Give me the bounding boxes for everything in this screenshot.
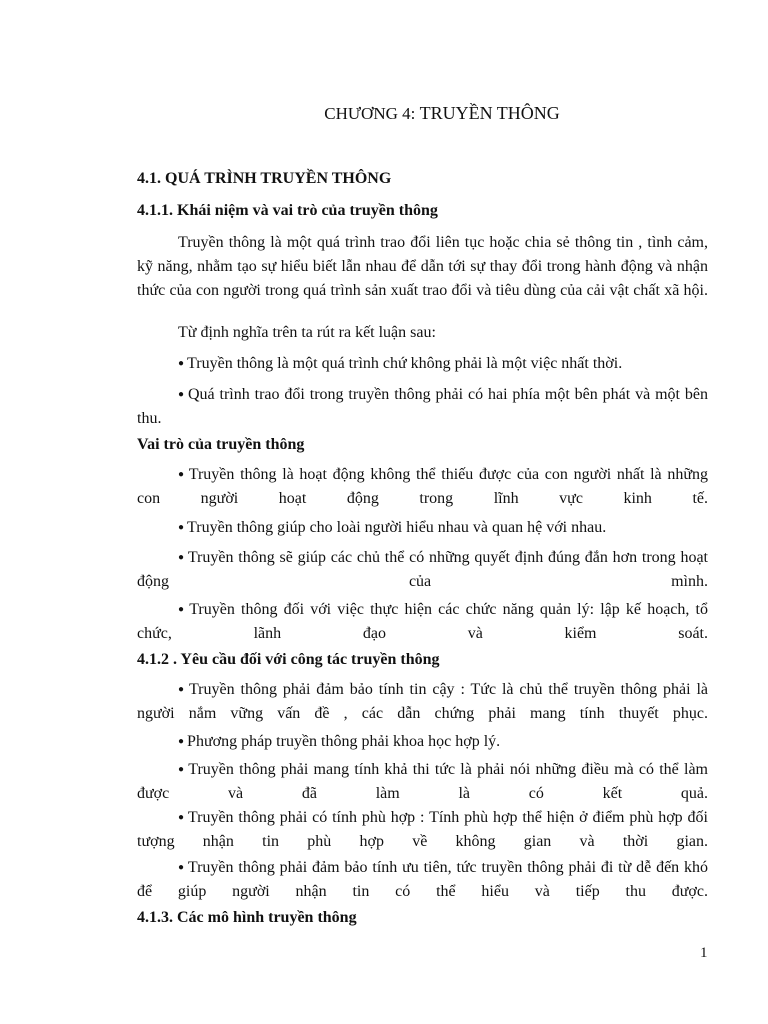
page-number: 1 [700, 945, 708, 961]
requirement-item: ● Truyền thông phải đảm bảo tính ưu tiên, tức truyền thông phải đi từ dễ đến khó để giúp người nhận tin có thể hiểu và tiếp thu được. [137, 859, 709, 900]
requirement-item: ● Phương pháp truyền thông phải khoa học hợp lý. [178, 733, 501, 750]
role-heading: Vai trò của truyền thông [137, 436, 305, 453]
bullet-icon: ● [178, 604, 187, 615]
section-heading-4-1-3: 4.1.3. Các mô hình truyền thông [137, 909, 357, 926]
role-item: ● Truyền thông là hoạt động không thể thiếu được của con người nhất là những con người hoạt động trong lĩnh vực kinh tế. [137, 466, 708, 507]
bullet-icon: ● [178, 552, 185, 563]
bullet-icon: ● [178, 684, 186, 695]
requirement-item: ● Truyền thông phải đảm bảo tính tin cậy : Tức là chủ thể truyền thông phải là người nắm vững vấn đề , các dẫn chứng phải mang tính thuyết phục. [137, 681, 709, 722]
chapter-name: TRUYỀN THÔNG [419, 103, 560, 123]
chapter-title [0, 103, 768, 124]
conclusion-item: ● Truyền thông là một quá trình chứ không phải là một việc nhất thời. [178, 355, 623, 372]
requirement-item: ● Truyền thông phải có tính phù hợp : Tính phù hợp thể hiện ở điểm phù hợp đối tượng nhận tin phù hợp về không gian và thời gian. [137, 809, 708, 850]
bullet-icon: ● [178, 389, 185, 400]
bullet-icon: ● [178, 358, 185, 369]
bullet-icon: ● [178, 736, 185, 747]
section-heading-4-1-2: 4.1.2 . Yêu cầu đối với công tác truyền thông [137, 651, 440, 668]
chapter-label: CHƯƠNG 4: [324, 104, 416, 123]
conclusion-intro: Từ định nghĩa trên ta rút ra kết luận sau: [178, 324, 436, 341]
role-item: ● Truyền thông giúp cho loài người hiểu nhau và quan hệ với nhau. [178, 519, 607, 536]
section-heading-4-1-1: 4.1.1. Khái niệm và vai trò của truyền thông [137, 202, 438, 219]
bullet-icon: ● [178, 522, 185, 533]
requirement-item: ● Truyền thông phải mang tính khả thi tức là phải nói những điều mà có thể làm được và đã làm là có kết quả. [137, 761, 708, 802]
role-item: ● Truyền thông đối với việc thực hiện các chức năng quản lý: lập kế hoạch, tổ chức, lãnh đạo và kiểm soát. [137, 601, 708, 642]
bullet-icon: ● [178, 764, 186, 775]
bullet-icon: ● [178, 862, 185, 873]
definition-paragraph: Truyền thông là một quá trình trao đổi liên tục hoặc chia sẻ thông tin , tình cảm, kỹ năng, nhằm tạo sự hiểu biết lẫn nhau để dẫn tới sự thay đổi trong hành động và nhận thức của con người trong quá trình sản xuất trao đổi và tiêu dùng của cải vật chất xã hội. [137, 234, 708, 299]
bullet-icon: ● [178, 469, 186, 480]
role-item: ● Truyền thông sẽ giúp các chủ thể có những quyết định đúng đắn hơn trong hoạt động của mình. [137, 549, 708, 590]
section-heading-4-1: 4.1. QUÁ TRÌNH TRUYỀN THÔNG [137, 170, 392, 187]
bullet-icon: ● [178, 812, 185, 823]
conclusion-item: ● Quá trình trao đổi trong truyền thông phải có hai phía một bên phát và một bên thu. [137, 386, 708, 427]
